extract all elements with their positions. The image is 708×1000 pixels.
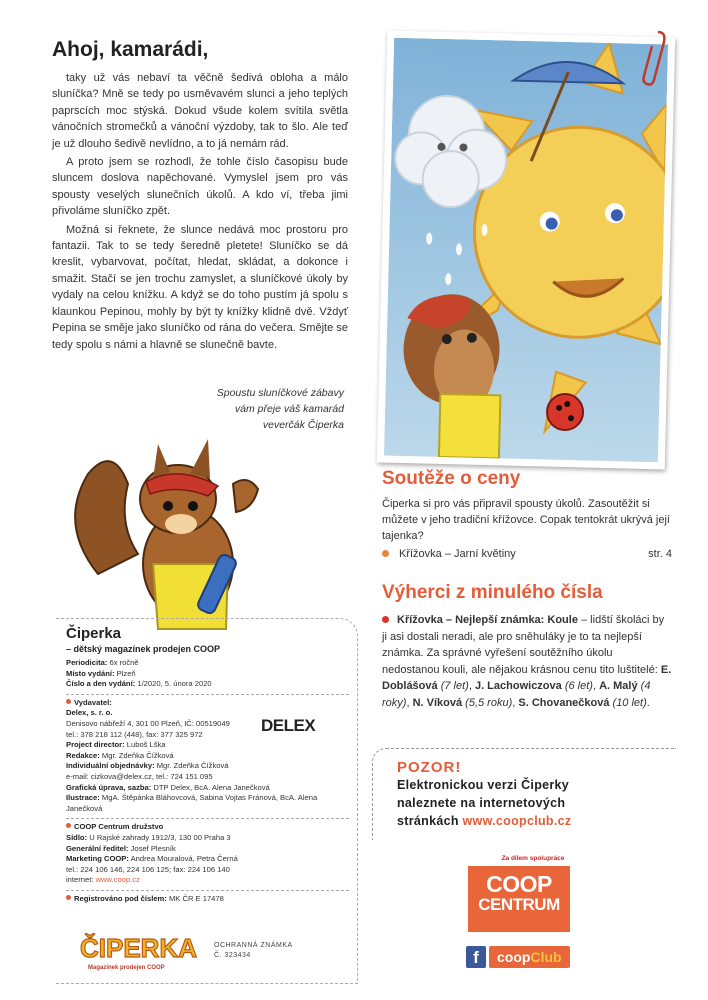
- imprint-box: [56, 618, 358, 984]
- bullet-icon: [382, 616, 389, 623]
- intro-paragraph: taky už vás nebaví ta věčně šedivá obloha a málo sluníčka? Mně se tedy po usměvavém slunci a jeho teplých paprscích moc stýská. Dokud všude kolem svítila světla vánočních stromečků a vánoční výzdoby, tak to šlo. Ale teď je už dlouho šedivě nevlídno, a to já nemám rád.: [52, 72, 348, 150]
- ciperka-logo: [78, 927, 220, 973]
- value: Mgr. Zdeňka Čížková: [156, 761, 229, 771]
- value: Plzeň: [116, 668, 136, 678]
- notice-line: naleznete na internetových: [397, 796, 566, 810]
- bullet-icon: [66, 823, 71, 828]
- facebook-icon: f: [466, 946, 486, 968]
- winners-body: – lidští školáci by ji asi dostali neradi, ale pro sněhuláky je to ta nejlepší známka. Za správné vyřešení soutěžního úkolu nedostanou kouli, ale nějakou krásnou cenu tito luštitelé:: [382, 614, 665, 676]
- value: DTP Delex, BcA. Alena Janečková: [153, 782, 270, 792]
- coop-centrum-logo: [468, 866, 570, 932]
- value: 1/2020, 5. února 2020: [137, 679, 212, 689]
- bullet-icon: [66, 699, 71, 704]
- imprint-issue: [66, 679, 349, 690]
- label: Individuální objednávky:: [66, 761, 155, 771]
- squirrel-mascot-illustration: [58, 434, 268, 644]
- delex-logo: [261, 716, 329, 745]
- partner-label: Za dílem spolupráce: [501, 855, 565, 862]
- registration-block: [66, 890, 349, 905]
- value: MK ČR E 17478: [168, 893, 224, 903]
- signature-line: vám přeje váš kamarád: [234, 403, 344, 415]
- value: 6x ročně: [109, 658, 139, 667]
- coopclub-badge: [489, 946, 570, 968]
- winner-age: (4 roky): [382, 680, 651, 709]
- coop-website-link[interactable]: www.coop.cz: [95, 875, 140, 885]
- coop-block: [66, 818, 349, 886]
- trademark-number: Č. 323434: [214, 952, 251, 959]
- contests-heading: Soutěže o ceny: [382, 468, 521, 489]
- illustration-photo: [377, 31, 675, 470]
- delex-logo-text: DELEX: [261, 716, 316, 735]
- magazine-subtitle: – dětský magazínek prodejen COOP: [66, 644, 221, 654]
- intro-text: [52, 70, 348, 355]
- winners-section: [382, 582, 672, 711]
- trademark-note: [214, 941, 293, 961]
- winner-age: (6 let): [564, 680, 593, 692]
- label: internet:: [66, 875, 96, 885]
- club-text: Club: [530, 949, 562, 965]
- publisher-address: Denisovo nábřeží 4, 301 00 Plzeň, IČ: 00519049: [66, 718, 230, 728]
- value: Josef Plesník: [130, 843, 176, 853]
- label: Číslo a den vydání:: [66, 679, 136, 689]
- bullet-icon: [66, 895, 71, 900]
- notice-line: [397, 812, 676, 830]
- winners-heading: Výherci z minulého čísla: [382, 582, 603, 603]
- marketing-phone: tel.: 224 106 146, 224 106 125; fax: 224 106 140: [66, 864, 230, 874]
- winner-age: (7 let): [440, 680, 469, 692]
- contests-text: Čiperka si pro vás připravil spousty úkolů. Zasoutěžit si můžete v jeho tradiční křížovce. Copak tentokrát ukrývá její tajenka?: [382, 498, 670, 542]
- signature-line: veverčák Čiperka: [262, 419, 344, 431]
- coop-logo-text: COOP: [486, 871, 552, 897]
- label: Grafická úprava, sazba:: [66, 782, 152, 792]
- winners-lead: Křížovka – Nejlepší známka: Koule: [397, 614, 578, 626]
- winner-name: J. Lachowiczova: [474, 680, 562, 692]
- winner-name: S. Chovanečková: [518, 696, 610, 709]
- orders-contact: e-mail: cizkova@delex.cz, tel.: 724 151 095: [66, 771, 213, 781]
- centrum-logo-text: CENTRUM: [478, 895, 560, 914]
- publisher-block: [66, 694, 349, 815]
- ciperka-logo-subtitle: Magazínek prodejen COOP: [88, 965, 165, 971]
- notice-text: stránkách: [397, 814, 463, 828]
- value: U Rajské zahrady 1912/3, 130 00 Praha 3: [89, 832, 231, 842]
- ciperka-logo-text: ČIPERKA: [80, 933, 198, 963]
- contests-section: [382, 468, 672, 560]
- winner-age: (5,5 roku): [465, 696, 513, 709]
- sun-squirrel-illustration: [384, 38, 668, 463]
- notice-line: Elektronickou verzi Čiperky: [397, 778, 570, 792]
- coopclub-text: coop: [497, 949, 531, 965]
- label: Generální ředitel:: [66, 843, 129, 853]
- intro-paragraph: A proto jsem se rozhodl, že tohle číslo časopisu bude sluncem doslova napěchované. Vymyslel jsem pro vás spousty veselých slunečních úkolů. A kdo ví, třeba jimi přivoláme sluníčko zpět.: [52, 156, 348, 218]
- imprint-place: [66, 669, 349, 680]
- bullet-icon: [382, 550, 389, 557]
- label: Sídlo:: [66, 832, 88, 842]
- contest-item[interactable]: [382, 548, 672, 560]
- winner-name: E. Doblášová: [382, 663, 672, 692]
- imprint-periodicity: [66, 658, 349, 669]
- value: Mgr. Zdeňka Čížková: [101, 750, 174, 760]
- label: Vydavatel:: [74, 697, 112, 707]
- label: Project director:: [66, 740, 125, 750]
- publisher-phone: tel.: 378 218 112 (448), fax: 377 325 972: [66, 729, 203, 739]
- publisher-name: Delex, s. r. o.: [66, 708, 113, 718]
- label: Periodicita:: [66, 658, 108, 667]
- page-title: Ahoj, kamarádi,: [52, 38, 209, 61]
- coopclub-link[interactable]: www.coopclub.cz: [462, 814, 572, 828]
- value: Andrea Mouralová, Petra Černá: [130, 854, 238, 864]
- label: COOP Centrum družstvo: [74, 822, 164, 832]
- label: Místo vydání:: [66, 668, 115, 678]
- label: Registrováno pod číslem:: [74, 893, 167, 903]
- paperclip-icon: [640, 28, 670, 88]
- winner-age: (10 let): [612, 696, 647, 709]
- notice-box: [372, 748, 676, 840]
- magazine-name: Čiperka: [66, 625, 122, 642]
- label: Marketing COOP:: [66, 854, 129, 864]
- contest-item-label: Křížovka – Jarní květiny: [399, 548, 516, 560]
- coopclub-logo[interactable]: [466, 946, 570, 968]
- winners-text: Křížovka – Nejlepší známka: Koule – lidští školáci by ji asi dostali neradi, ale pro sněhuláky je to ta nejlepší známka. Za správné vyřešení soutěžního úkolu nedostanou kouli, ale nějakou krásnou cenu tito luštitelé: E. Doblášová (7 let), J. Lachowiczova (6 let), A. Malý (4 roky), N. Víková (5,5 roku), S. Chovanečková (10 let).: [382, 614, 672, 709]
- signature-line: Spoustu sluníčkové zábavy: [216, 387, 344, 399]
- winner-name: N. Víková: [412, 696, 463, 709]
- label: Ilustrace:: [66, 793, 100, 803]
- value: MgA. Štěpánka Bláhovcová, Sabina Vojtas Fránová, BcA. Alena Janečková: [66, 793, 318, 813]
- intro-paragraph: Možná si řeknete, že slunce nedává moc prostoru pro fantazii. Tak to se tedy šeredně pletete! Sluníčko se dá kreslit, vybarvovat, počítat, hledat, skládat, a dokonce i smažit. Stačí se jen trochu zamyslet, a sluníčkové úkoly by vydaly na celou knížku. A když se do toho pustím já spolu s klaunkou Pepinou, mohly by být ty knížky klidně dvě. Vždyť Pepina se směje jako sluníčko od rána do večera. Smějte se tedy spolu s námi a hlavně se slunečně bavte.: [52, 223, 348, 351]
- winner-name: A. Malý: [599, 680, 638, 692]
- trademark-line: OCHRANNÁ ZNÁMKA: [214, 942, 293, 949]
- notice-title: POZOR!: [397, 759, 462, 776]
- contest-item-page: str. 4: [648, 548, 672, 560]
- value: Luboš Lška: [126, 740, 166, 750]
- label: Redakce:: [66, 750, 100, 760]
- signature: [154, 385, 344, 433]
